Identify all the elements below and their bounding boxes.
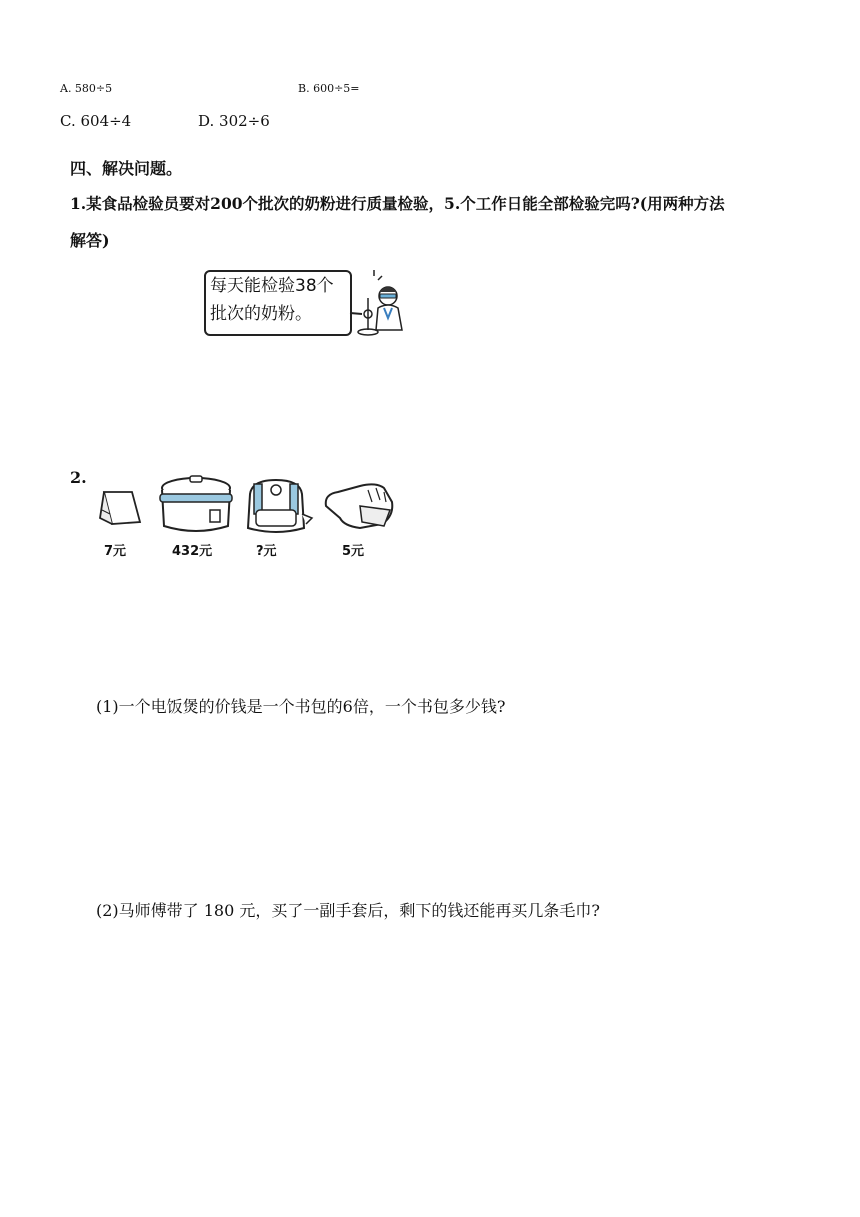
rice-cooker-price: 432元	[172, 544, 213, 559]
sub-question-1: (1)一个电饭煲的价钱是一个书包的6倍，一个书包多少钱?	[96, 697, 506, 716]
rice-cooker-icon	[156, 474, 236, 536]
option-a: A. 580÷5	[60, 82, 113, 95]
section-heading: 四、解决问题。	[70, 159, 183, 178]
option-c: C. 604÷4	[60, 112, 132, 130]
question-1-text: 1.某食品检验员要对200个批次的奶粉进行质量检验，5.个工作日能全部检验完吗?(用两种方法	[70, 194, 725, 213]
sub-question-2: (2)马师傅带了 180 元，买了一副手套后，剩下的钱还能再买几条毛巾?	[96, 901, 600, 920]
speech-bubble-line-2: 批次的奶粉。	[210, 304, 312, 324]
speech-bubble-text	[210, 272, 350, 328]
speech-bubble-line-1: 每天能检验38个	[210, 276, 334, 296]
option-d: D. 302÷6	[198, 112, 270, 130]
option-b: B. 600÷5=	[298, 82, 360, 95]
backpack-price: ?元	[256, 544, 277, 559]
question-2-number: 2.	[70, 468, 87, 487]
gloves-price: 5元	[342, 544, 365, 559]
gloves-icon	[320, 476, 398, 534]
towel-price: 7元	[104, 544, 127, 559]
question-1-text-cont: 解答)	[70, 231, 110, 250]
towel-icon	[96, 486, 146, 530]
inspector-illustration	[346, 268, 418, 338]
backpack-icon	[240, 476, 314, 536]
